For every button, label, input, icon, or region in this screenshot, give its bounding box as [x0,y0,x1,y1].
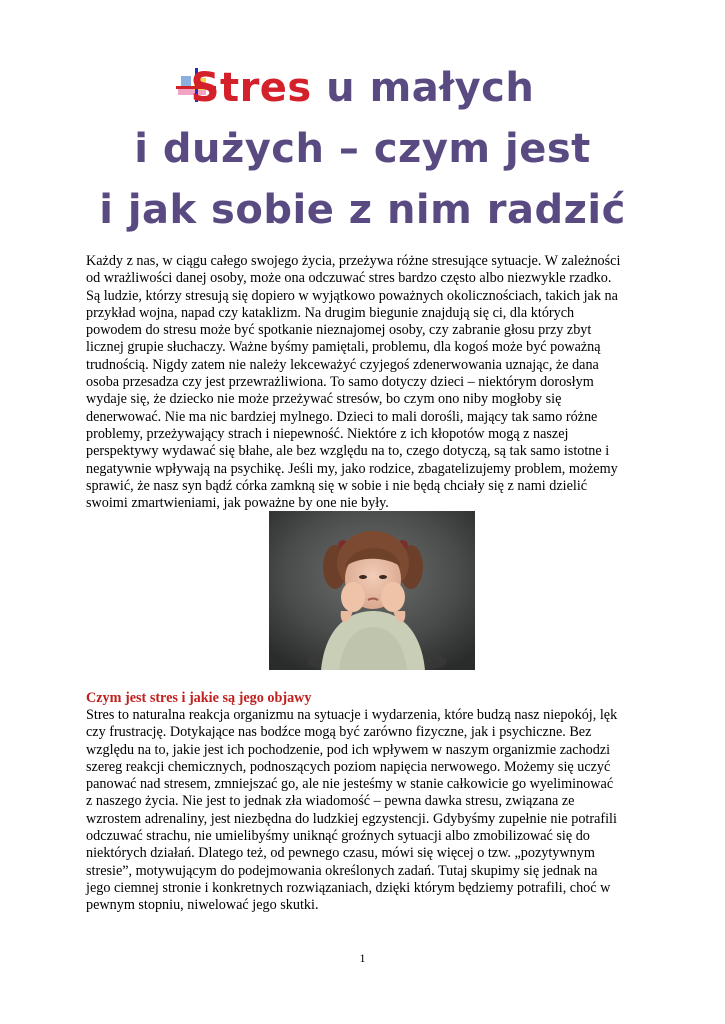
text-line: wydaje się, że dziecko nie może przeżywać stresów, bo czym ono niby mogłoby się [86,391,562,408]
text-line: odczuwać strachu, nie umielibyśmy uniknąć groźnych sytuacji albo zmobilizować się do [86,828,590,845]
text-line: Stres to naturalna reakcja organizmu na sytuacje i wydarzenia, które budzą nasz niepokój, lęk [86,707,618,723]
text-line: jego ciemnej stronie i konkretnych rozwiązaniach, dzięki którym będziemy potrafili, choć w [86,879,611,896]
text-line: stresie”, motywującym do podejmowania określonych zadań. Tutaj skupimy się jednak na [86,862,598,879]
text-line: osoba przesadza czy jest przewrażliwiona. To samo dotyczy dzieci – niektórym dorosłym [86,374,594,391]
text-line: czy frustrację. Dotykające nas bodźce mogą być zarówno fizyczne, jak i psychiczne. Bez [86,724,592,741]
text-line: Są ludzie, którzy stresują się dopiero w wyjątkowo poważnych okolicznościach, takich jak na [86,287,618,304]
text-line: Każdy z nas, w ciągu całego swojego życia, przeżywa różne stresujące sytuacje. W zależności [86,253,621,269]
text-line: wzrostem adrenaliny, jest niezbędna do ludzkiej egzystencji. Gdybyśmy zupełnie nie potrafili [86,810,617,827]
photo-sad-child [269,511,475,670]
text-line: niektórych działań. Dlatego też, od pewnego czasu, mówi się więcej o tzw. „pozytywnym [86,845,595,862]
intro-paragraph [86,253,648,512]
title-highlight-word: Stres [190,65,312,111]
text-line: od wrażliwości danej osoby, może ona odczuwać stres bardzo często albo niezwykle rzadko. [86,270,612,287]
title-line-2: i dużych – czym jest [134,126,591,172]
title-line-1-rest: u małych [311,65,535,111]
text-line: względu na to, jakie jest ich pochodzenie, pod ich wpływem w naszym organizmie zachodzi [86,741,611,758]
section-paragraph [86,707,648,915]
text-line: powodem do stresu może być spotkanie nieznajomej osoby, czy zabranie głosu przy zbyt [86,322,592,339]
text-line: problemy, przeżywający strach i niepewność. Niektóre z ich kłopotów mogą z naszej [86,425,569,442]
text-line: trudnością. Nigdy zatem nie należy lekceważyć czyjegoś zdenerwowania uznając, że dana [86,356,599,373]
text-line: przykład wojna, napad czy kataklizm. Na drugim biegunie znajdują się ci, dla których [86,304,575,321]
section-heading: Czym jest stres i jakie są jego objawy [86,690,312,706]
page-number: 1 [359,951,366,965]
text-line: negatywnie wpływają na psychikę. Jeśli my, jako rodzice, zbagatelizujemy problem, możemy [86,460,618,477]
text-line: denerwować. Nie ma nic bardziej mylnego. Dzieci to mali dorośli, mający tak samo różne [86,408,598,425]
text-line: szereg reakcji chemicznych, podnoszących poziom napięcia nerwowego. Możemy się uczyć [86,758,611,775]
document-title [0,58,725,241]
text-line: panować nad stresem, zmniejszać go, ale nie jesteśmy w stanie całkowicie go wyeliminować [86,776,614,793]
text-line: z naszego życia. Nie jest to jednak zła wiadomość – pewna dawka stresu, związana ze [86,793,575,810]
text-line: swoimi zmartwieniami, jak poważne by one nie były. [86,495,389,512]
text-line: licznej grupie słuchaczy. Ważne byśmy pamiętali, problemu, dla kogoś może być poważną [86,339,601,356]
title-line-3: i jak sobie z nim radzić [99,187,626,233]
text-line: pewnym stopniu, niwelować jego skutki. [86,897,319,914]
text-line: perspektywy wydawać się błahe, ale bez względu na to, czego dotyczą, są tak samo istotne i [86,443,610,460]
text-line: sprawić, że nasz syn bądź córka zamkną się w sobie i nie będą chciały się z nami dzielić [86,477,588,494]
title-line-1 [0,58,725,119]
